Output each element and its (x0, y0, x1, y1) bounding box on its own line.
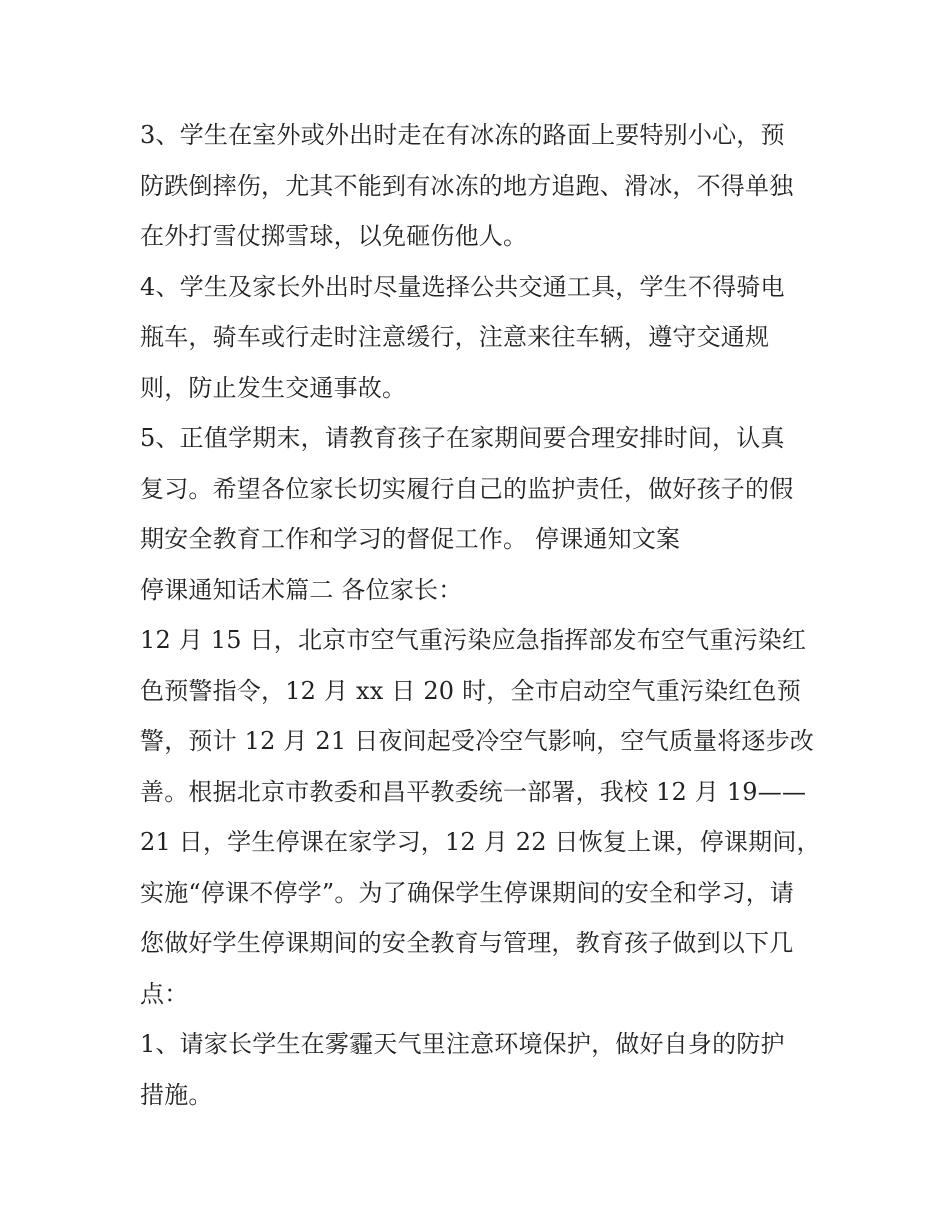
text-line: 12 月 15 日，北京市空气重污染应急指挥部发布空气重污染红 (140, 626, 807, 654)
text-line: 您做好学生停课期间的安全教育与管理，教育孩子做到以下几 (140, 929, 794, 957)
text-line: 防跌倒摔伤，尤其不能到有冰冻的地方追跑、滑冰，不得单独 (140, 171, 794, 200)
text-line: 3、学生在室外或外出时走在有冰冻的路面上要特别小心，预 (140, 121, 785, 149)
text-line: 措施。 (140, 1080, 213, 1109)
text-line: 21 日，学生停课在家学习，12 月 22 日恢复上课，停课期间， (140, 828, 821, 856)
text-line: 4、学生及家长外出时尽量选择公共交通工具，学生不得骑电 (140, 272, 785, 301)
text-line: 1、请家长学生在雾霾天气里注意环境保护，做好自身的防护 (140, 1030, 785, 1058)
text-line: 色预警指令，12 月 xx 日 20 时，全市启动空气重污染红色预 (140, 676, 801, 705)
text-line: 善。根据北京市教委和昌平教委统一部署，我校 12 月 19—— (140, 777, 807, 806)
text-line: 5、正值学期末，请教育孩子在家期间要合理安排时间，认真 (140, 424, 785, 452)
text-line: 则，防止发生交通事故。 (140, 373, 407, 402)
text-line: 复习。希望各位家长切实履行自己的监护责任，做好孩子的假 (140, 474, 794, 503)
text-line: 在外打雪仗掷雪球，以免砸伤他人。 (140, 222, 528, 250)
document-page (140, 110, 820, 1120)
text-line: 点： (140, 979, 189, 1008)
text-line: 停课通知话术篇二 各位家长： (140, 575, 463, 604)
text-line: 期安全教育工作和学习的督促工作。 停课通知文案 (140, 525, 681, 553)
text-line: 警，预计 12 月 21 日夜间起受冷空气影响，空气质量将逐步改 (140, 727, 814, 755)
text-line: 瓶车，骑车或行走时注意缓行，注意来往车辆，遵守交通规 (140, 323, 770, 351)
text-line: 实施“停课不停学”。为了确保学生停课期间的安全和学习，请 (140, 878, 795, 907)
